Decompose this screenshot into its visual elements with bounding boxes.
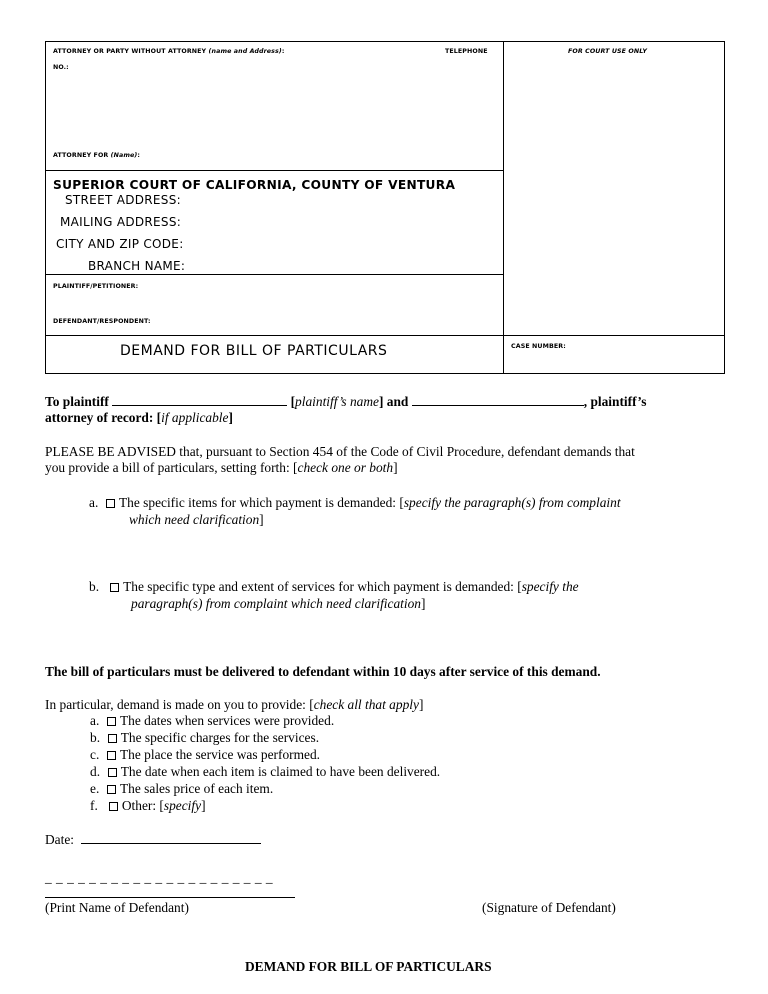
plaintiff-label: PLAINTIFF/PETITIONER: bbox=[53, 283, 139, 290]
no-label: NO.: bbox=[53, 64, 69, 71]
item-a-checkbox[interactable] bbox=[106, 499, 115, 508]
list-item: c. The place the service was performed. bbox=[90, 747, 321, 762]
delivery-notice: The bill of particulars must be delivered to defendant within 10 days after service of this demand. bbox=[45, 664, 601, 679]
signature-label: (Signature of Defendant) bbox=[482, 900, 616, 915]
court-name: SUPERIOR COURT OF CALIFORNIA, COUNTY OF VENTURA bbox=[53, 178, 456, 192]
list-item: d. The date when each item is claimed to have been delivered. bbox=[90, 764, 441, 779]
attorney-label: ATTORNEY OR PARTY WITHOUT ATTORNEY (name and Address): bbox=[53, 48, 285, 55]
footer-title: DEMAND FOR BILL OF PARTICULARS bbox=[245, 959, 492, 974]
form-title: DEMAND FOR BILL OF PARTICULARS bbox=[120, 343, 388, 359]
list-checkbox-c[interactable] bbox=[107, 751, 116, 760]
advised-line-1: PLEASE BE ADVISED that, pursuant to Section 454 of the Code of Civil Procedure, defendant demands that bbox=[45, 444, 635, 459]
to-plaintiff-line: To plaintiff [plaintiff’s name] and , plaintiff’s bbox=[45, 394, 647, 409]
date-line: Date: bbox=[45, 832, 261, 848]
list-item: b. The specific charges for the services. bbox=[90, 730, 320, 745]
list-item: a. The dates when services were provided. bbox=[90, 713, 335, 728]
defendant-label: DEFENDANT/RESPONDENT: bbox=[53, 318, 151, 325]
plaintiff-name-blank[interactable] bbox=[112, 394, 287, 406]
signature-dashes: _ _ _ _ _ _ _ _ _ _ _ _ _ _ _ _ _ _ _ _ _ bbox=[45, 870, 274, 885]
advised-line-2: you provide a bill of particulars, setting forth: [check one or both] bbox=[45, 460, 398, 475]
list-checkbox-e[interactable] bbox=[107, 785, 116, 794]
telephone-label: TELEPHONE bbox=[445, 48, 488, 55]
list-item: e. The sales price of each item. bbox=[90, 781, 274, 796]
list-checkbox-d[interactable] bbox=[108, 768, 117, 777]
attorney-of-record-line: attorney of record: [if applicable] bbox=[45, 410, 233, 425]
case-number-label: CASE NUMBER: bbox=[511, 343, 566, 350]
print-name-rule bbox=[45, 897, 295, 898]
attorney-for-label: ATTORNEY FOR (Name): bbox=[53, 152, 140, 159]
print-name-label: (Print Name of Defendant) bbox=[45, 900, 189, 915]
item-b-cont: paragraph(s) from complaint which need clarification] bbox=[131, 596, 426, 611]
item-a: a. The specific items for which payment is demanded: [specify the paragraph(s) from complaint bbox=[89, 495, 621, 510]
item-b: b. The specific type and extent of services for which payment is demanded: [specify the bbox=[89, 579, 579, 594]
date-blank[interactable] bbox=[81, 832, 261, 844]
mailing-address-label: MAILING ADDRESS: bbox=[60, 215, 182, 229]
branch-name-label: BRANCH NAME: bbox=[88, 259, 186, 273]
list-checkbox-b[interactable] bbox=[108, 734, 117, 743]
city-zip-label: CITY AND ZIP CODE: bbox=[56, 237, 184, 251]
item-a-cont: which need clarification] bbox=[129, 512, 264, 527]
list-checkbox-a[interactable] bbox=[107, 717, 116, 726]
in-particular-line: In particular, demand is made on you to provide: [check all that apply] bbox=[45, 697, 424, 712]
list-checkbox-f[interactable] bbox=[109, 802, 118, 811]
item-b-checkbox[interactable] bbox=[110, 583, 119, 592]
attorney-name-blank[interactable] bbox=[412, 394, 584, 406]
court-use-label: FOR COURT USE ONLY bbox=[568, 48, 647, 55]
street-address-label: STREET ADDRESS: bbox=[65, 193, 181, 207]
list-item: f. Other: [specify] bbox=[90, 798, 206, 813]
